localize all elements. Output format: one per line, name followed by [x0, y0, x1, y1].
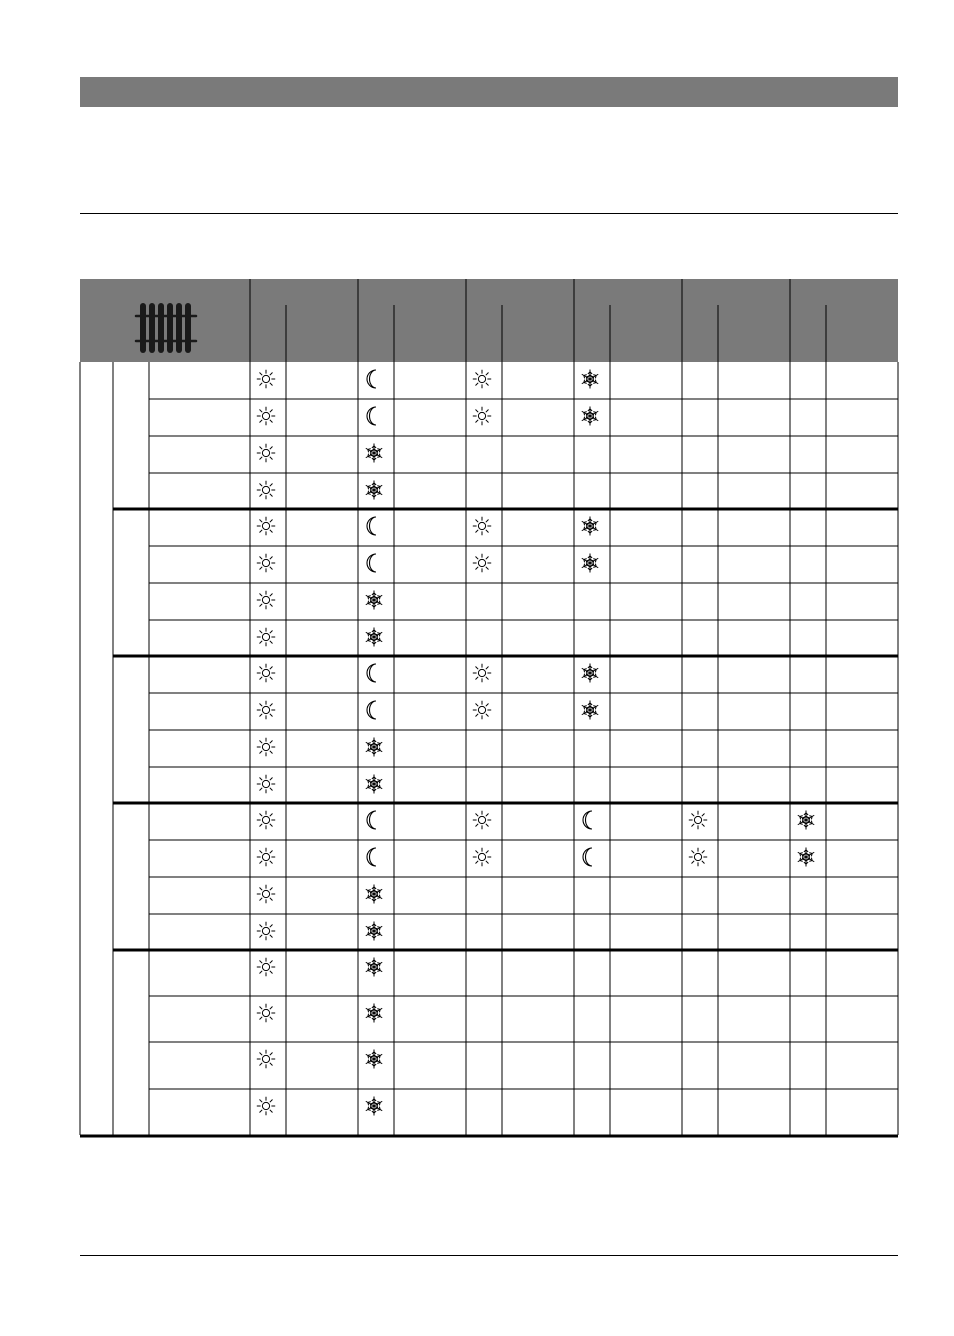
moon-icon [583, 848, 592, 866]
snowflake-icon [366, 775, 382, 794]
snowflake-icon [582, 517, 598, 536]
sun-icon [689, 811, 707, 829]
moon-icon [367, 370, 376, 388]
sun-icon [257, 885, 275, 903]
sun-icon [257, 407, 275, 425]
moon-icon [367, 701, 376, 719]
sun-icon [257, 775, 275, 793]
sun-icon [257, 701, 275, 719]
sun-icon [473, 407, 491, 425]
snowflake-icon [366, 1004, 382, 1023]
snowflake-icon [366, 591, 382, 610]
sun-icon [257, 554, 275, 572]
snowflake-icon [366, 738, 382, 757]
snowflake-icon [366, 885, 382, 904]
moon-icon [367, 407, 376, 425]
snowflake-icon [798, 848, 814, 867]
snowflake-icon [366, 958, 382, 977]
snowflake-icon [366, 444, 382, 463]
snowflake-icon [582, 701, 598, 720]
snowflake-icon [366, 1050, 382, 1069]
snowflake-icon [366, 922, 382, 941]
sun-icon [257, 481, 275, 499]
moon-icon [367, 517, 376, 535]
table-header [80, 279, 898, 362]
sun-icon [257, 517, 275, 535]
sun-icon [257, 738, 275, 756]
snowflake-icon [582, 370, 598, 389]
sun-icon [257, 628, 275, 646]
sun-icon [473, 517, 491, 535]
sun-icon [257, 1004, 275, 1022]
snowflake-icon [582, 407, 598, 426]
sun-icon [257, 664, 275, 682]
sun-icon [257, 1097, 275, 1115]
snowflake-icon [366, 628, 382, 647]
sun-icon [473, 370, 491, 388]
sun-icon [257, 958, 275, 976]
sun-icon [473, 701, 491, 719]
sun-icon [257, 370, 275, 388]
sun-icon [257, 1050, 275, 1068]
footer-rule [80, 1255, 898, 1256]
snowflake-icon [366, 1097, 382, 1116]
sun-icon [257, 811, 275, 829]
sun-icon [473, 848, 491, 866]
sun-icon [257, 591, 275, 609]
sun-icon [473, 811, 491, 829]
snowflake-icon [366, 481, 382, 500]
sun-icon [257, 444, 275, 462]
moon-icon [367, 664, 376, 682]
sun-icon [473, 554, 491, 572]
sun-icon [257, 922, 275, 940]
snowflake-icon [582, 664, 598, 683]
moon-icon [367, 811, 376, 829]
sun-icon [473, 664, 491, 682]
moon-icon [583, 811, 592, 829]
snowflake-icon [582, 554, 598, 573]
sun-icon [257, 848, 275, 866]
snowflake-icon [798, 811, 814, 830]
moon-icon [367, 554, 376, 572]
sun-icon [689, 848, 707, 866]
moon-icon [367, 848, 376, 866]
